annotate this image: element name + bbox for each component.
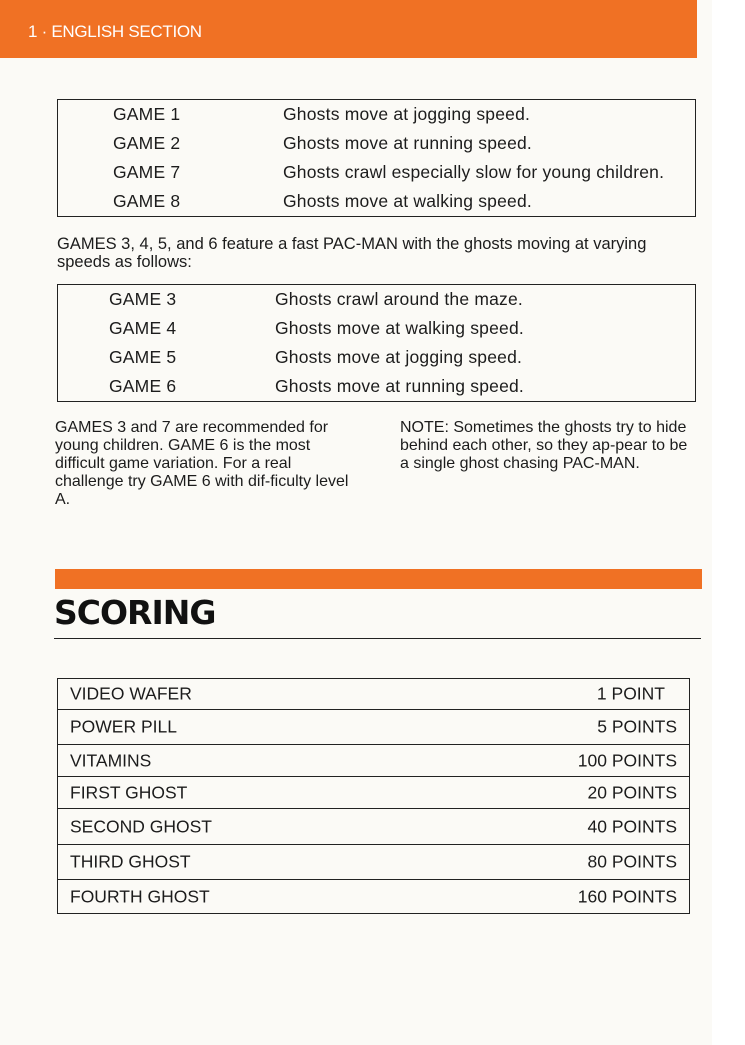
header-band <box>0 0 697 58</box>
scoring-title: SCORING <box>54 593 216 632</box>
game-cell: GAME 1 <box>113 104 181 124</box>
scoring-band <box>55 569 702 589</box>
desc-cell: Ghosts crawl around the maze. <box>275 289 523 309</box>
table-row <box>58 285 696 315</box>
intro-and: and <box>171 235 209 253</box>
desc-cell: Ghosts move at running speed. <box>275 376 524 396</box>
score-points: 20 POINTS <box>587 782 677 802</box>
rec-game-6: GAME 6 <box>167 437 229 454</box>
score-row <box>57 808 690 845</box>
table-row <box>58 100 696 130</box>
score-row <box>57 879 690 914</box>
desc-cell: Ghosts move at jogging speed. <box>283 104 531 124</box>
rec-games-3: GAMES 3 <box>55 419 127 436</box>
rec-text-3: with dif-ficulty level <box>210 473 349 490</box>
note-label: NOTE: <box>400 419 449 436</box>
table-row <box>58 343 696 372</box>
rec-level-a: A <box>55 491 66 508</box>
game-cell: GAME 8 <box>113 191 181 211</box>
game-cell: GAME 2 <box>113 133 181 153</box>
games-list: GAMES 3, 4, 5, <box>57 235 172 253</box>
rec-text-1: are recommended for young children. <box>55 419 329 454</box>
scoring-rule <box>54 638 701 639</box>
score-points: 40 POINTS <box>587 816 677 836</box>
score-points: 5 POINTS <box>597 716 677 737</box>
score-row <box>57 709 690 745</box>
game-cell: GAME 3 <box>109 289 177 309</box>
desc-cell: Ghosts move at jogging speed. <box>275 347 523 367</box>
rec-7: 7 <box>161 419 171 436</box>
rec-text-2: is the most difficult game variation. For a real challenge try <box>55 437 311 490</box>
desc-cell: Ghosts move at walking speed. <box>283 191 532 211</box>
section-label: 1 · ENGLISH SECTION <box>28 22 202 41</box>
rec-game-6-b: GAME 6 <box>150 473 211 490</box>
page-edge <box>712 0 745 1045</box>
table-row <box>58 314 696 343</box>
speed-table-2 <box>57 284 696 402</box>
game-cell: GAME 6 <box>109 376 177 396</box>
score-item: FOURTH GHOST <box>70 886 210 906</box>
score-points: 160 POINTS <box>577 886 677 906</box>
desc-cell: Ghosts move at walking speed. <box>275 318 524 338</box>
intro-six: 6 <box>208 235 218 253</box>
table-row <box>58 187 696 217</box>
score-item: FIRST GHOST <box>70 782 188 802</box>
score-row <box>57 678 690 710</box>
intro-rest: feature a fast PAC-MAN with the ghosts moving at varying speeds as follows: <box>57 235 647 271</box>
recommend-paragraph <box>55 419 355 509</box>
desc-cell: Ghosts crawl especially slow for young children. <box>283 162 665 182</box>
speed-table-1 <box>57 99 696 217</box>
score-row <box>57 776 690 809</box>
score-item: VITAMINS <box>70 750 152 770</box>
score-item: POWER PILL <box>70 716 177 737</box>
score-row <box>57 744 690 777</box>
game-cell: GAME 7 <box>113 162 181 182</box>
score-points: 100 POINTS <box>577 750 677 770</box>
rec-and: and <box>126 419 162 436</box>
score-item: SECOND GHOST <box>70 816 212 836</box>
desc-cell: Ghosts move at running speed. <box>283 133 532 153</box>
intro-paragraph <box>57 235 687 271</box>
table-row <box>58 158 696 187</box>
table-row <box>58 372 696 402</box>
game-cell: GAME 5 <box>109 347 177 367</box>
score-points: 1 POINT <box>596 683 665 704</box>
score-points: 80 POINTS <box>587 851 677 872</box>
note-text: Sometimes the ghosts try to hide behind each other, so they ap-pear to be a single ghost chasing PAC-MAN. <box>400 419 688 472</box>
rec-period: . <box>65 491 71 508</box>
score-item: THIRD GHOST <box>70 851 191 872</box>
score-row <box>57 844 690 880</box>
note-paragraph <box>400 419 700 473</box>
score-item: VIDEO WAFER <box>70 683 192 704</box>
table-row <box>58 129 696 158</box>
game-cell: GAME 4 <box>109 318 177 338</box>
